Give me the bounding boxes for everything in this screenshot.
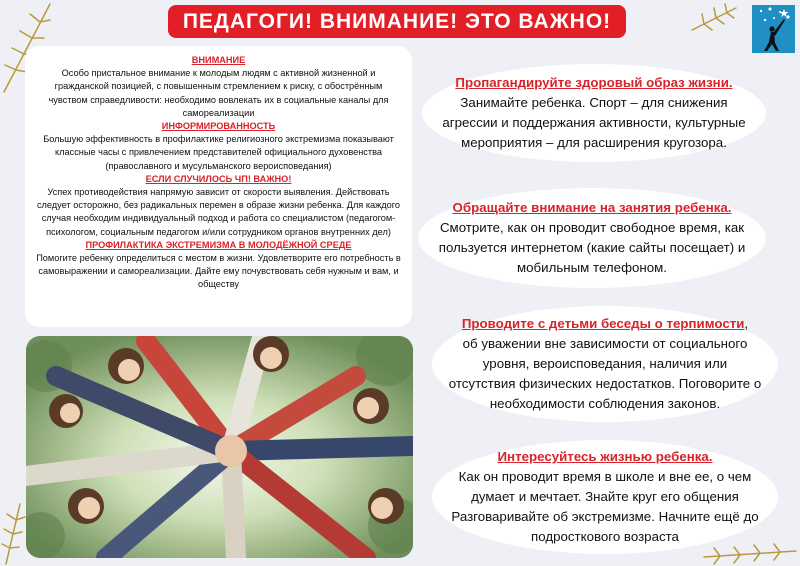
tip-oval-tolerance	[432, 306, 778, 422]
tip-heading: Пропагандируйте здоровый образ жизни.	[455, 75, 733, 90]
tip-heading: Обращайте внимание на занятия ребенка.	[452, 200, 732, 215]
tip-oval-interest	[432, 440, 778, 554]
section-text: Помогите ребенку определиться с местом в жизни. Удовлетворите его потребность в самовыражении и самореализации. Дайте ему почувствовать себя нужным и вам, и обществу	[36, 253, 401, 290]
section-heading: ПРОФИЛАКТИКА ЭКСТРЕМИЗМА В МОЛОДЁЖНОЙ СРЕДЕ	[85, 239, 352, 250]
tip-text: Занимайте ребенка. Спорт – для снижения агрессии и поддержания активности, культурные мероприятия – для расширения кругозора.	[442, 95, 746, 150]
tip-heading: Проводите с детьми беседы о терпимости	[461, 316, 745, 331]
section-heading: ВНИМАНИЕ	[191, 55, 246, 65]
section-text: Особо пристальное внимание к молодым людям с активной жизненной и гражданской позицией, с повышенным стремлением к риску, с обострённым чувством справедливости: необходимо вовлекать их в социальные каналы для самореализации	[48, 68, 389, 118]
info-panel	[25, 46, 412, 327]
page-title-banner	[168, 5, 626, 38]
section-heading: ИНФОРМИРОВАННОСТЬ	[161, 121, 276, 132]
sprig-top-right-icon	[690, 2, 740, 34]
figure-reaching-stars-icon	[752, 5, 795, 53]
hands-circle-photo	[26, 336, 413, 558]
section-heading: ЕСЛИ СЛУЧИЛОСЬ ЧП! ВАЖНО!	[145, 173, 292, 184]
section-text: Большую эффективность в профилактике религиозного экстремизма показывают классные часы с привлечением представителей официального духовенства (православного и мусульманского вероисповедания)	[43, 134, 394, 171]
logo	[752, 5, 795, 53]
hands-circle-image	[26, 336, 413, 558]
tip-text: об уважении вне зависимости от социального уровня, вероисповедания, наличия или отсутствия физических недостатков. Поговорите о необходимости соблюдения законов.	[448, 336, 762, 411]
tip-text: Как он проводит время в школе и вне ее, о чем думает и мечтает. Знайте круг его общения Разговаривайте об экстремизме. Начните ещё до подросткового возраста	[451, 469, 759, 544]
page-title: ПЕДАГОГИ! ВНИМАНИЕ! ЭТО ВАЖНО!	[182, 9, 612, 33]
tip-text: Смотрите, как он проводит свободное время, как пользуется интернетом (какие сайты посещает) и мобильным телефоном.	[438, 220, 746, 275]
section-text: Успех противодействия напрямую зависит от скорости выявления. Действовать следует осторожно, без радикальных перемен в образе жизни ребенка. Для каждого случая необходим индивидуальный подход и работа со специалистом (педагогом-психологом, социальным педагогом и/или сотрудником органов внутренних дел)	[36, 187, 401, 237]
tip-oval-activities	[418, 188, 766, 288]
tip-heading-suffix: ,	[744, 316, 749, 331]
tip-oval-healthy-lifestyle	[422, 64, 766, 162]
tip-heading: Интересуйтесь жизнью ребенка.	[497, 449, 713, 464]
